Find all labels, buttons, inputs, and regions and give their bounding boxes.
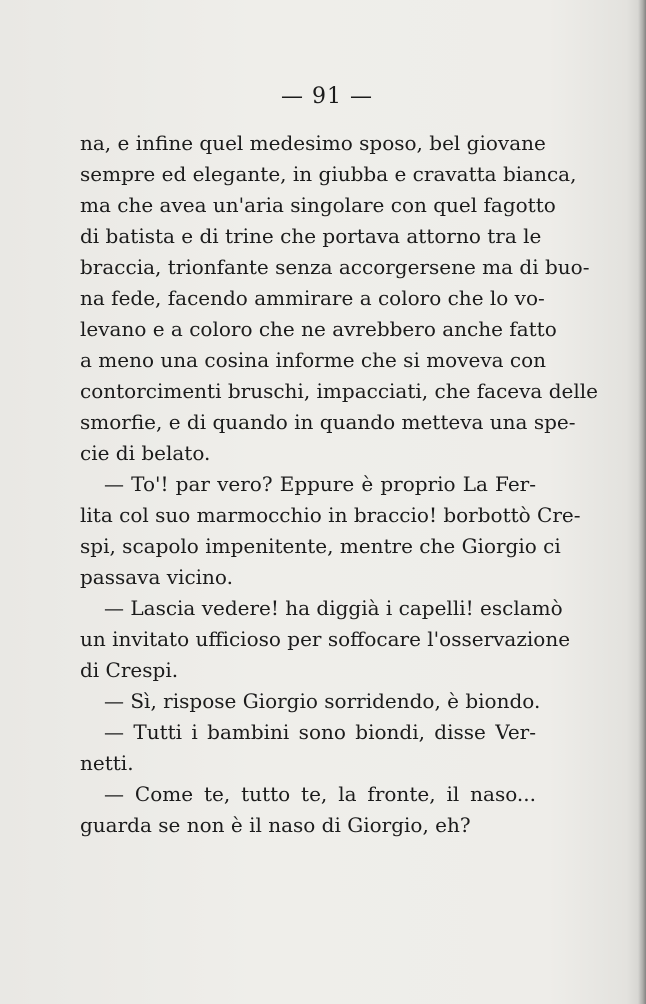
text-line: — Come te, tutto te, la fronte, il naso...: [104, 782, 536, 806]
text-line: — Sì, rispose Giorgio sorridendo, è biondo.: [104, 689, 541, 713]
text-line: — Lascia vedere! ha diggià i capelli! esclamò: [104, 596, 563, 620]
text-line: smorfie, e di quando in quando metteva una spe-: [80, 410, 576, 434]
text-line: braccia, trionfante senza accorgersene ma di buo-: [80, 255, 590, 279]
body-text: [80, 128, 598, 841]
text-line: un invitato ufficioso per soffocare l'osservazione: [80, 627, 571, 651]
text-line: netti.: [80, 751, 134, 775]
text-line: na fede, facendo ammirare a coloro che lo vo-: [80, 286, 545, 310]
text-line: — To'! par vero? Eppure è proprio La Fer-: [104, 472, 536, 496]
text-line: passava vicino.: [80, 565, 233, 589]
text-line: a meno una cosina informe che si moveva con: [80, 348, 547, 372]
text-line: ma che avea un'aria singolare con quel fagotto: [80, 193, 556, 217]
text-line: — Tutti i bambini sono biondi, disse Ver-: [104, 720, 536, 744]
text-line: sempre ed elegante, in giubba e cravatta bianca,: [80, 162, 577, 186]
page-number: — 91 —: [281, 84, 373, 109]
text-line: contorcimenti bruschi, impacciati, che faceva delle: [80, 379, 598, 403]
text-line: di Crespi.: [80, 658, 179, 682]
page-edge-shadow: [638, 0, 646, 1004]
text-line: spi, scapolo impenitente, mentre che Giorgio ci: [80, 534, 561, 558]
text-line: di batista e di trine che portava attorno tra le: [80, 224, 542, 248]
text-line: cie di belato.: [80, 441, 211, 465]
text-line: na, e infine quel medesimo sposo, bel giovane: [80, 131, 546, 155]
text-line: levano e a coloro che ne avrebbero anche fatto: [80, 317, 557, 341]
text-line: lita col suo marmocchio in braccio! borbottò Cre-: [80, 503, 581, 527]
text-line: guarda se non è il naso di Giorgio, eh?: [80, 813, 471, 837]
